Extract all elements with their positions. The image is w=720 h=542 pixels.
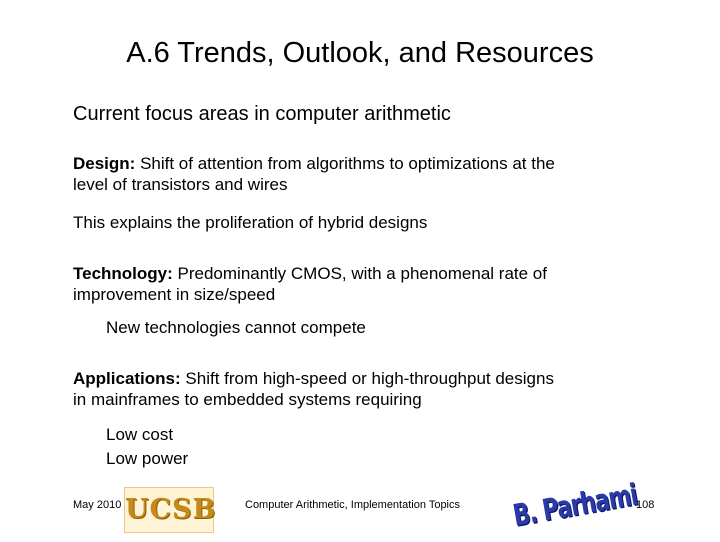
applications-text-line2: in mainframes to embedded systems requiring xyxy=(73,390,422,409)
technology-paragraph xyxy=(73,263,547,305)
design-text-line2: level of transistors and wires xyxy=(73,175,288,194)
design-paragraph xyxy=(73,153,555,195)
footer-date: May 2010 xyxy=(73,499,122,511)
footer-course-title: Computer Arithmetic, Implementation Topics xyxy=(245,499,460,511)
applications-label: Applications: xyxy=(73,369,181,388)
design-text-line1: Shift of attention from algorithms to optimizations at the xyxy=(135,154,555,173)
technology-text-line2: improvement in size/speed xyxy=(73,285,276,304)
design-label: Design: xyxy=(73,154,136,173)
applications-paragraph xyxy=(73,368,554,410)
ucsb-logo xyxy=(124,487,217,533)
applications-text-line1: Shift from high-speed or high-throughput designs xyxy=(180,369,554,388)
technology-note: New technologies cannot compete xyxy=(106,318,366,337)
technology-text-line1: Predominantly CMOS, with a phenomenal rate of xyxy=(172,264,547,283)
requirement-low-cost: Low cost xyxy=(106,425,174,444)
requirement-low-power: Low power xyxy=(106,449,189,468)
design-note: This explains the proliferation of hybrid designs xyxy=(73,213,428,232)
slide-title: A.6 Trends, Outlook, and Resources xyxy=(126,37,594,69)
author-signature-logo xyxy=(510,478,640,534)
technology-label: Technology: xyxy=(73,264,173,283)
focus-areas-heading: Current focus areas in computer arithmetic xyxy=(73,103,451,125)
author-signature-text: B. Parhami xyxy=(510,478,640,534)
ucsb-logo-text: UCSB xyxy=(125,494,217,525)
footer-page-number: 108 xyxy=(636,499,655,511)
